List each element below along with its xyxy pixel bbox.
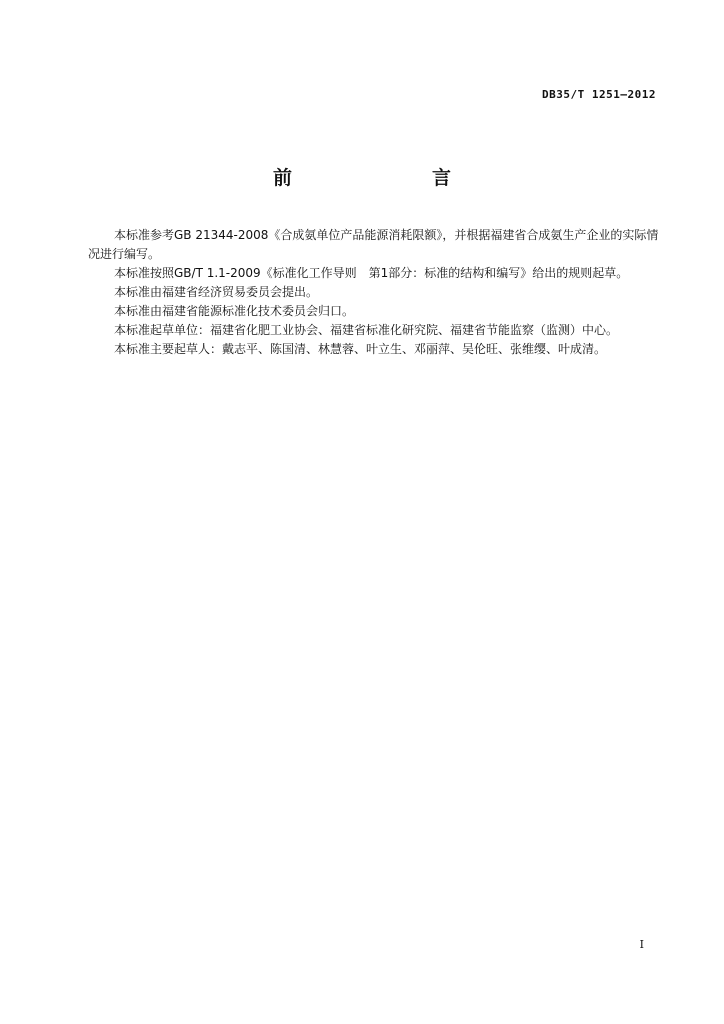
paragraph-drafting-rules: 本标准按照GB/T 1.1-2009《标准化工作导则 第1部分：标准的结构和编写》给出的规则起草。: [114, 266, 629, 280]
section-title: 前 言: [272, 167, 485, 189]
page-number: I: [639, 938, 644, 951]
foreword-body: [88, 226, 660, 359]
document-code: DB35/T 1251—2012: [542, 88, 656, 101]
paragraph-proposer: 本标准由福建省经济贸易委员会提出。: [114, 285, 319, 299]
paragraph-main-drafters: 本标准主要起草人：戴志平、陈国清、林慧蓉、叶立生、邓丽萍、吴伦旺、张维缨、叶成清。: [114, 342, 607, 356]
paragraph-technical-committee: 本标准由福建省能源标准化技术委员会归口。: [114, 304, 355, 318]
paragraph-reference: 本标准参考GB 21344-2008《合成氨单位产品能源消耗限额》，并根据福建省合成氨生产企业的实际情况进行编写。: [88, 228, 659, 261]
paragraph-drafting-units: 本标准起草单位：福建省化肥工业协会、福建省标准化研究院、福建省节能监察（监测）中心。: [114, 323, 619, 337]
